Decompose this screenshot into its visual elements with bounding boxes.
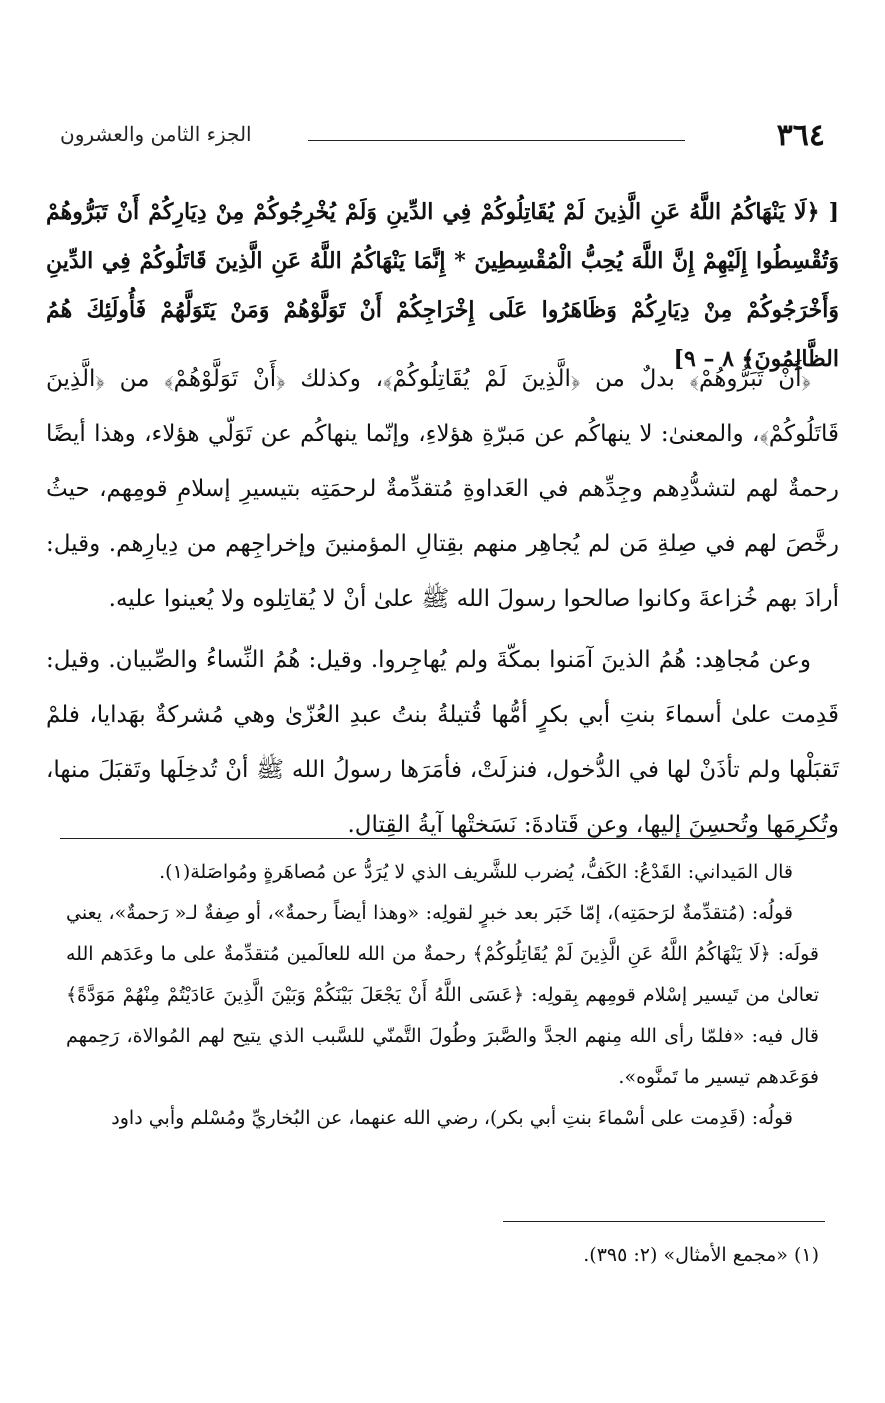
margin-notes <box>66 852 819 1139</box>
page-number: ٣٦٤ <box>776 118 825 153</box>
note-1: قال المَيداني: القَدْعُ: الكَفُّ، يُضرب للشَّريف الذي لا يُرَدُّ عن مُصاهَرةٍ ومُواصَلة(١). <box>159 861 793 883</box>
note-2: قولُه: (مُتقدِّمةٌ لرَحمَتِه)، إمّا خَبَر بعد خبرٍ لقولِه: «وهذا أيضاً رحمةٌ»، أو صِفةٌ لـ« رَحمةٌ»، يعني قولَه: ﴿لَا يَنْهَاكُمُ اللَّهُ عَنِ الَّذِينَ لَمْ يُقَاتِلُوكُمْ﴾ رحمةٌ من الله للعالَمين مُتقدِّمةٌ على ما وعَدَهم الله تعالىٰ من تَيسير إسْلام قومِهم بِقولِه: ﴿عَسَى اللَّهُ أَنْ يَجْعَلَ بَيْنَكُمْ وَبَيْنَ الَّذِينَ عَادَيْتُمْ مِنْهُمْ مَوَدَّةً﴾ قال فيه: «فلمّا رأى الله مِنهم الجدَّ والصَّبرَ وطُولَ التَّمنّي للسَّبب الذي يتيح لهم المُوالاة، رَحِمهم فوَعَدهم تيسير ما تَمنَّوه». <box>66 902 819 1088</box>
running-title: الجزء الثامن والعشرون <box>60 122 252 146</box>
footnote: (١) «مجمع الأمثال» (٢: ٣٩٥). <box>583 1244 819 1266</box>
page-header <box>60 118 825 166</box>
note-3: قولُه: (قَدِمت على أسْماءَ بنتِ أبي بكر)، رضي الله عنهما، عن البُخاريِّ ومُسْلم وأبي داود <box>111 1107 793 1129</box>
commentary-paragraph-1-text: ﴿أَنْ تَبَرُّوهُمْ﴾ بدلٌ من ﴿الَّذِينَ لَمْ يُقَاتِلُوكُمْ﴾، وكذلك ﴿أَنْ تَوَلَّوْهُمْ﴾ من ﴿الَّذِينَ قَاتَلُوكُمْ﴾، والمعنىٰ: لا ينهاكُم عن مَبرّةِ هؤلاءِ، وإنّما ينهاكُم عن تَوَلّي هؤلاء، وهذا أيضًا رحمةٌ لهم لتشدُّدِهم وجِدِّهم في العَداوةِ مُتقدِّمةٌ لرحمَتِه بتيسيرِ إسلامِ قومِهم، حيثُ رخَّصَ لهم في صِلةِ مَن لم يُجاهِر منهم بقِتالِ المؤمنينَ وإخراجِهم من دِيارِهم. وقيل: أرادَ بهم خُزاعةَ وكانوا صالحوا رسولَ الله ﷺ علىٰ أنْ لا يُقاتِلوه ولا يُعينوا عليه. <box>46 366 839 612</box>
header-rule <box>308 140 685 141</box>
commentary-paragraph-2-text: وعن مُجاهِد: هُمُ الذينَ آمَنوا بمكّةَ ولم يُهاجِروا. وقيل: هُمُ النِّساءُ والصِّبيان. وقيل: قَدِمت علىٰ أسماءَ بنتِ أبي بكرٍ أمُّها قُتيلةُ بنتُ عبدِ العُزّىٰ وهي مُشركةٌ بهَدايا، فلمْ تَقبَلْها ولم تأذَنْ لها في الدُّخول، فنزلَتْ، فأمَرَها رسولُ الله ﷺ أنْ تُدخِلَها وتَقبَلَ منها، وتُكرِمَها وتُحسِنَ إليها، وعن قَتادةَ: نَسَختْها آيةُ القِتال. <box>46 647 839 838</box>
commentary-paragraph-1 <box>46 352 839 627</box>
quran-verses-text: [ ﴿لَا يَنْهَاكُمُ اللَّهُ عَنِ الَّذِينَ لَمْ يُقَاتِلُوكُمْ فِي الدِّينِ وَلَمْ يُخْرِجُوكُمْ مِنْ دِيَارِكُمْ أَنْ تَبَرُّوهُمْ وَتُقْسِطُوا إِلَيْهِمْ إِنَّ اللَّهَ يُحِبُّ الْمُقْسِطِينَ * إِنَّمَا يَنْهَاكُمُ اللَّهُ عَنِ الَّذِينَ قَاتَلُوكُمْ فِي الدِّينِ وَأَخْرَجُوكُمْ مِنْ دِيَارِكُمْ وَظَاهَرُوا عَلَى إِخْرَاجِكُمْ أَنْ تَوَلَّوْهُمْ وَمَنْ يَتَوَلَّهُمْ فَأُولَئِكَ هُمُ الظَّالِمُونَ﴾ ٨ – ٩] <box>46 199 839 372</box>
footnote-divider <box>503 1221 825 1222</box>
section-divider <box>60 838 825 839</box>
commentary-paragraph-2 <box>46 633 839 853</box>
